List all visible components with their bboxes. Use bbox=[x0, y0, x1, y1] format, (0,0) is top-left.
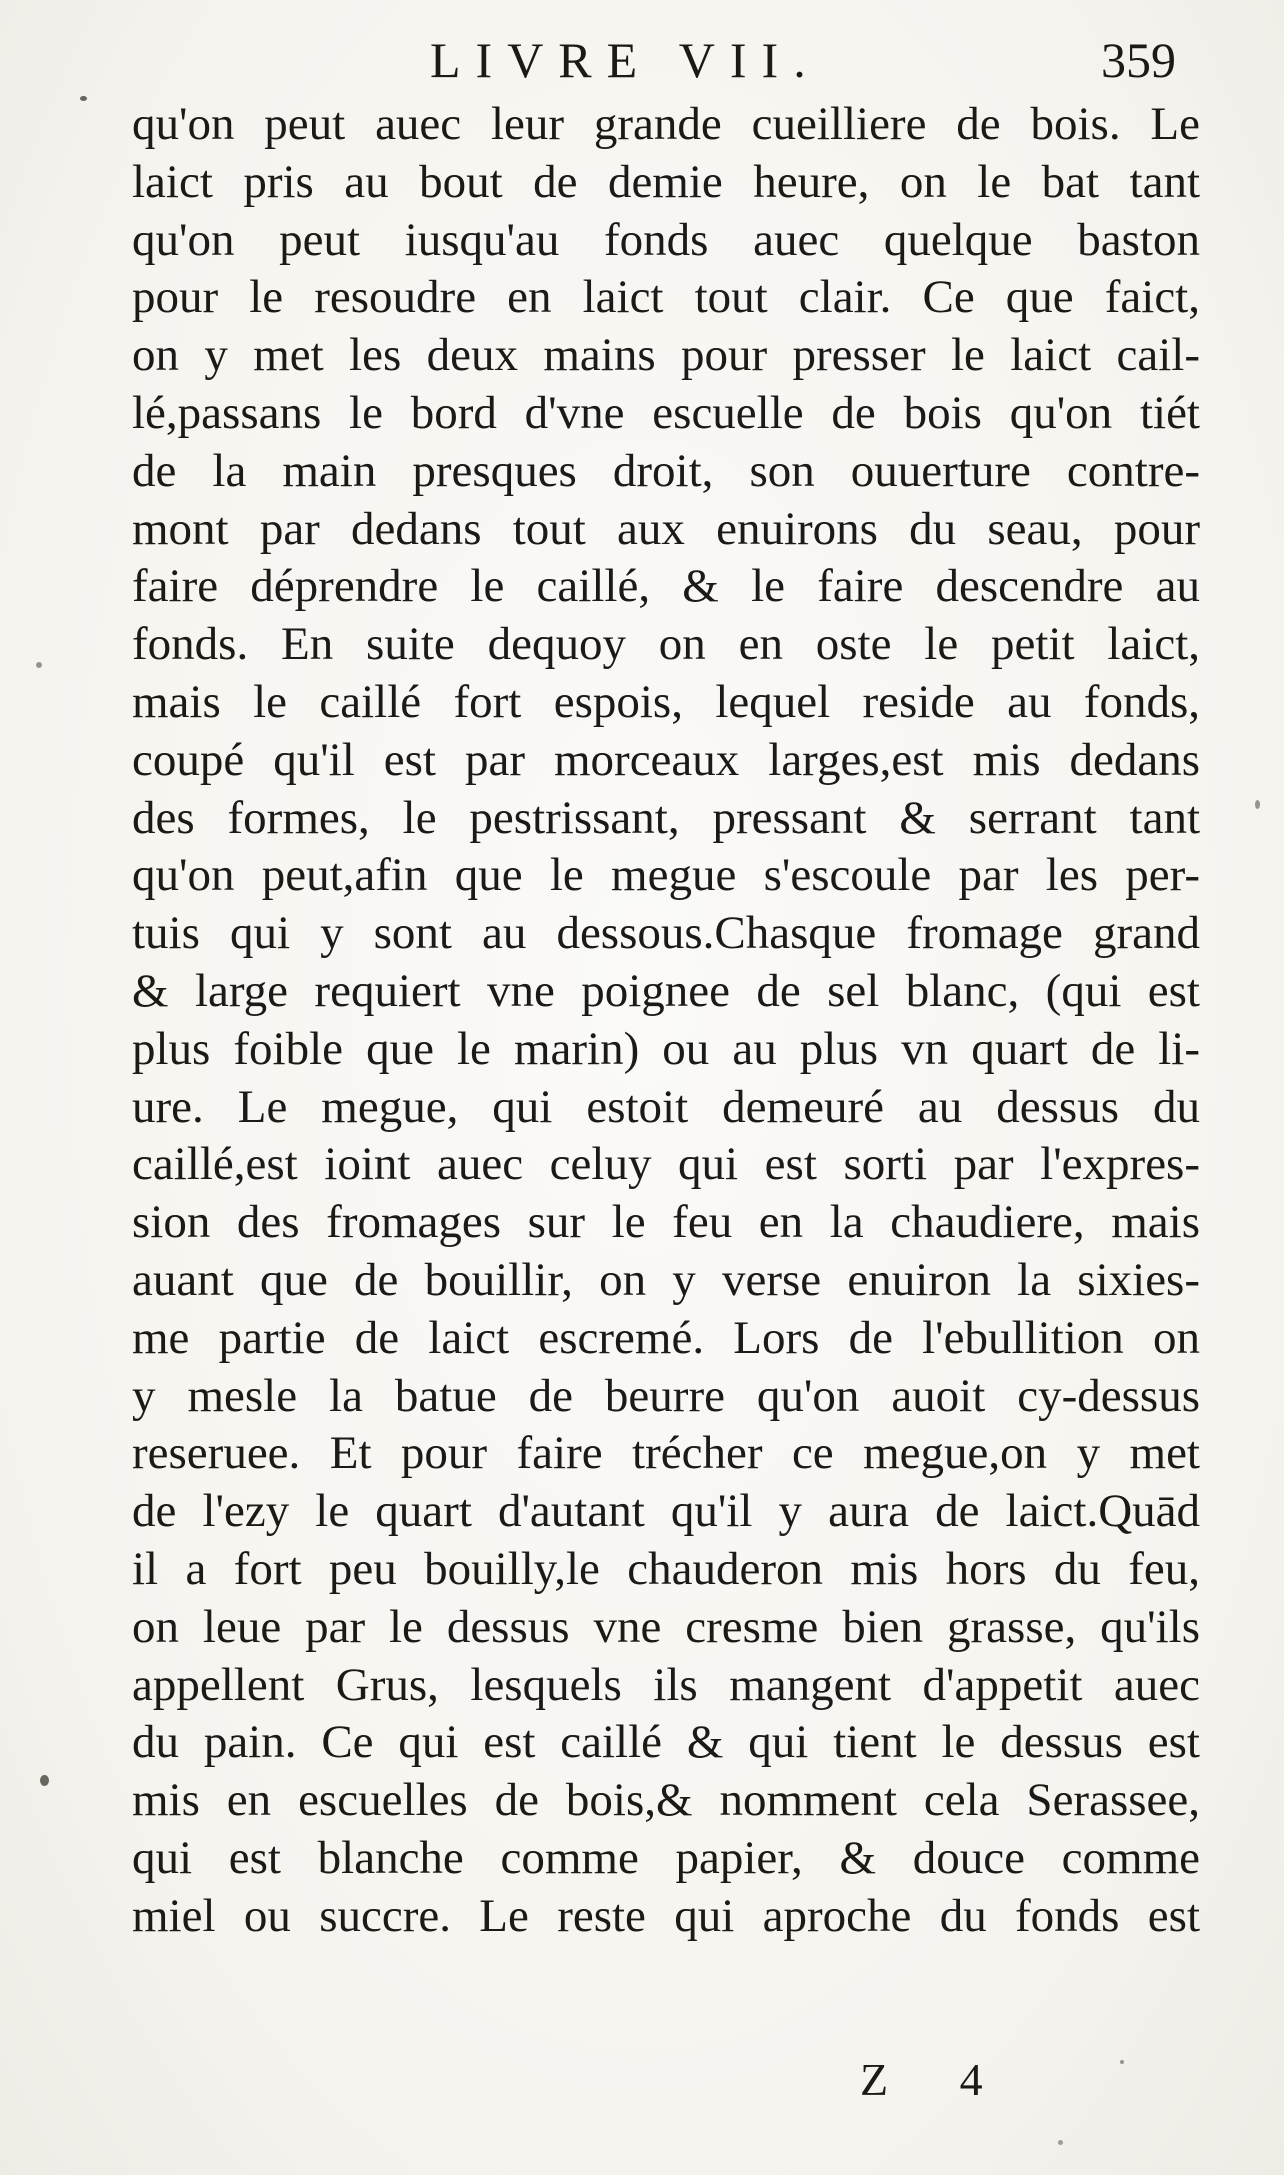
text-line: me partie de laict escremé. Lors de l'ebullition on bbox=[132, 1311, 1200, 1364]
text-line: qu'on peut iusqu'au fonds auec quelque baston bbox=[132, 213, 1200, 266]
text-line: on leue par le dessus vne cresme bien grasse, qu'ils bbox=[132, 1600, 1200, 1653]
ink-speck bbox=[40, 1775, 49, 1786]
text-line: pour le resoudre en laict tout clair. Ce que faict, bbox=[132, 271, 1200, 324]
text-line: auant que de bouillir, on y verse enuiron la sixies- bbox=[132, 1253, 1200, 1306]
text-line: caillé,est ioint auec celuy qui est sorti par l'expres- bbox=[132, 1138, 1200, 1191]
text-line: laict pris au bout de demie heure, on le bat tant bbox=[132, 155, 1200, 208]
text-line: y mesle la batue de beurre qu'on auoit cy-dessus bbox=[132, 1369, 1200, 1422]
ink-speck bbox=[80, 96, 87, 101]
text-line: du pain. Ce qui est caillé & qui tient le dessus est bbox=[132, 1716, 1200, 1769]
text-line: qu'on peut,afin que le megue s'escoule par les per- bbox=[132, 849, 1200, 902]
ink-speck bbox=[1255, 800, 1260, 809]
text-line: miel ou succre. Le reste qui aproche du fonds est bbox=[132, 1889, 1200, 1942]
text-line: de la main presques droit, son ouuerture contre- bbox=[132, 444, 1200, 497]
text-line: faire déprendre le caillé, & le faire descendre au bbox=[132, 560, 1200, 613]
text-line: mais le caillé fort espois, lequel reside au fonds, bbox=[132, 675, 1200, 728]
text-line: ure. Le megue, qui estoit demeuré au dessus du bbox=[132, 1080, 1200, 1133]
running-head bbox=[430, 30, 1190, 90]
text-line: mis en escuelles de bois,& nomment cela Serassee, bbox=[132, 1774, 1200, 1827]
text-line: fonds. En suite dequoy on en oste le petit laict, bbox=[132, 618, 1200, 671]
text-line: coupé qu'il est par morceaux larges,est mis dedans bbox=[132, 733, 1200, 786]
text-line: reseruee. Et pour faire trécher ce megue,on y met bbox=[132, 1427, 1200, 1480]
body-text bbox=[132, 96, 1200, 1946]
text-line: des formes, le pestrissant, pressant & serrant tant bbox=[132, 791, 1200, 844]
text-line: qui est blanche comme papier, & douce comme bbox=[132, 1831, 1200, 1884]
page-number: 359 bbox=[1101, 32, 1176, 88]
text-line: lé,passans le bord d'vne escuelle de bois qu'on tiét bbox=[132, 386, 1200, 439]
text-line: de l'ezy le quart d'autant qu'il y aura de laict.Quād bbox=[132, 1485, 1200, 1538]
text-line: mont par dedans tout aux enuirons du seau, pour bbox=[132, 502, 1200, 555]
running-title: LIVRE VII. bbox=[430, 32, 821, 88]
text-line: qu'on peut auec leur grande cueilliere de bois. Le bbox=[132, 98, 1200, 150]
text-line: sion des fromages sur le feu en la chaudiere, mais bbox=[132, 1196, 1200, 1249]
signature-mark: Z 4 bbox=[860, 2054, 1013, 2105]
text-line: & large requiert vne poignee de sel blanc, (qui est bbox=[132, 964, 1200, 1017]
ink-speck bbox=[1120, 2060, 1124, 2064]
text-line: appellent Grus, lesquels ils mangent d'appetit auec bbox=[132, 1658, 1200, 1711]
text-line: plus foible que le marin) ou au plus vn quart de li- bbox=[132, 1022, 1200, 1075]
text-line: on y met les deux mains pour presser le laict cail- bbox=[132, 329, 1200, 382]
text-line: il a fort peu bouilly,le chauderon mis hors du feu, bbox=[132, 1542, 1200, 1595]
text-line: tuis qui y sont au dessous.Chasque fromage grand bbox=[132, 907, 1200, 960]
ink-speck bbox=[1058, 2140, 1063, 2145]
ink-speck bbox=[36, 662, 42, 668]
